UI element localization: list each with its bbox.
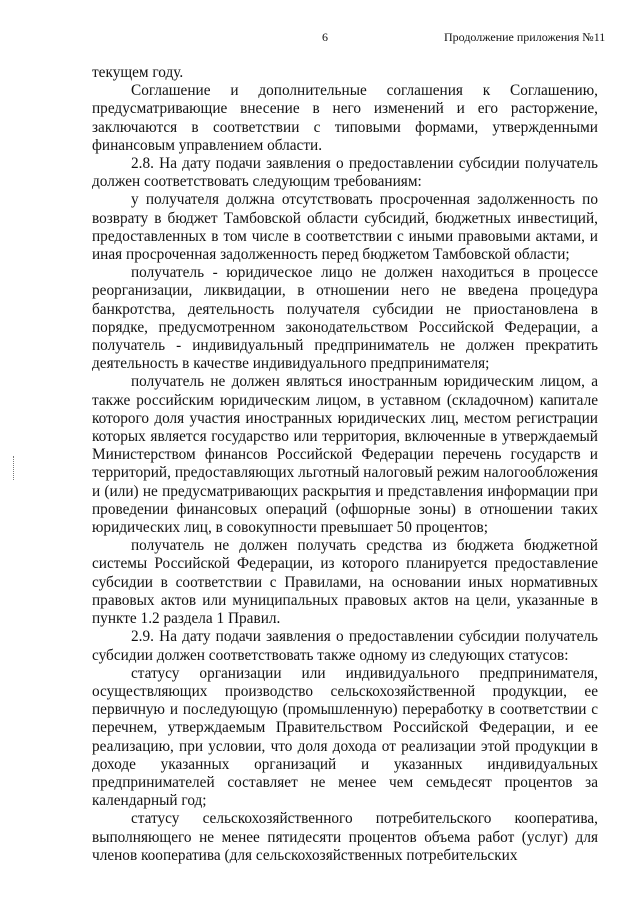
paragraph-2-9: 2.9. На дату подачи заявления о предоставлении субсидии получатель субсидии должен соответствовать также одному из следующих статусов: bbox=[92, 628, 598, 664]
page-number: 6 bbox=[322, 30, 328, 44]
paragraph-requirement-reorganization: получатель - юридическое лицо не должен находиться в процессе реорганизации, ликвидации, в отношении него не введена процедура банкротства, деятельность получателя субсидии не приостановлена в порядке, предусмотренном законодательством Российской Федерации, а получатель - индивидуальный предприниматель не должен прекратить деятельность в качестве индивидуального предпринимателя; bbox=[92, 264, 598, 373]
paragraph-requirement-other-funds: получатель не должен получать средства из бюджета бюджетной системы Российской Федерации, из которого планируется предоставление субсидии в соответствии с Правилами, на основании иных нормативных правовых актов или муниципальных правовых актов на цели, указанные в пункте 1.2 раздела 1 Правил. bbox=[92, 537, 598, 628]
continuation-header: Продолжение приложения №11 bbox=[444, 30, 606, 44]
paragraph-2-8: 2.8. На дату подачи заявления о предоставлении субсидии получатель должен соответствовать следующим требованиям: bbox=[92, 155, 598, 191]
margin-mark bbox=[13, 456, 15, 480]
paragraph-agreement: Соглашение и дополнительные соглашения к Соглашению, предусматривающие внесение в него изменений и его расторжение, заключаются в соответствии с типовыми формами, утвержденными финансовым управлением области. bbox=[92, 82, 598, 154]
paragraph-status-producer: статусу организации или индивидуального предпринимателя, осуществляющих производство сельскохозяйственной продукции, ее первичную и последующую (промышленную) переработку в соответствии с перечнем, утверждаемым Правительством Российской Федерации, и ее реализацию, при условии, что доля дохода от реализации этой продукции в доходе указанных организаций и указанных индивидуальных предпринимателей составляет не менее чем семьдесят процентов за календарный год; bbox=[92, 664, 598, 810]
paragraph-status-cooperative: статусу сельскохозяйственного потребительского кооператива, выполняющего не менее пятидесяти процентов объема работ (услуг) для членов кооператива (для сельскохозяйственных потребительских bbox=[92, 810, 598, 864]
paragraph-requirement-foreign: получатель не должен являться иностранным юридическим лицом, а также российским юридическим лицом, в уставном (складочном) капитале которого доля участия иностранных юридических лиц, местом регистрации которых является государство или территория, включенные в утверждаемый Министерством финансов Российской Федерации перечень государств и территорий, предоставляющих льготный налоговый режим налогообложения и (или) не предусматривающих раскрытия и представления информации при проведении финансовых операций (офшорные зоны) в отношении таких юридических лиц, в совокупности превышает 50 процентов; bbox=[92, 373, 598, 537]
paragraph-requirement-debt: у получателя должна отсутствовать просроченная задолженность по возврату в бюджет Тамбовской области субсидий, бюджетных инвестиций, предоставленных в том числе в соответствии с иными правовыми актами, и иная просроченная задолженность перед бюджетом Тамбовской области; bbox=[92, 191, 598, 264]
paragraph-continuation: текущем году. bbox=[92, 64, 184, 81]
document-body bbox=[92, 64, 598, 865]
